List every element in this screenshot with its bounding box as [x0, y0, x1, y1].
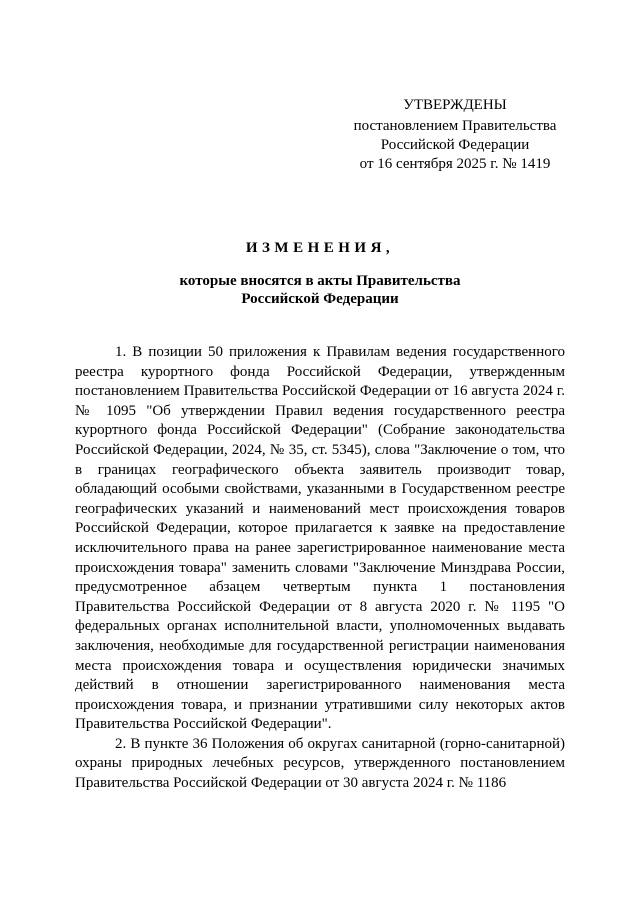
paragraph-1: 1. В позиции 50 приложения к Правилам ведения государственного реестра курортного фонда Российской Федерации, утвержденным постановлением Правительства Российской Федерации от 16 августа 2024 г. № 1095 "Об утверждении Правил ведения государственного реестра курортного фонда Российской Федерации" (Собрание законодательства Российской Федерации, 2024, № 35, ст. 5345), слова "Заключение о том, что в границах географического объекта заявитель производит товар, обладающий особыми свойствами, указанными в Государственном реестре географических указаний и наименований мест происхождения товаров Российской Федерации, которое прилагается к заявке на предоставление исключительного права на ранее зарегистрированное наименование места происхождения товара" заменить словами "Заключение Минздрава России, предусмотренное абзацем четвертым пункта 1 постановления Правительства Российской Федерации от 8 августа 2020 г. № 1195 "О федеральных органах исполнительной власти, уполномоченных выдавать заключения, необходимые для государственной регистрации наименования места происхождения товара и осуществления юридически значимых действий в отношении зарегистрированного наименования места происхождения товара, и признании утратившими силу некоторых актов Правительства Российской Федерации". [75, 344, 565, 733]
document-body [75, 343, 565, 794]
document-title: ИЗМЕНЕНИЯ, [245, 240, 395, 256]
approval-line-3: от 16 сентября 2025 г. № 1419 [359, 156, 551, 172]
approval-line-2: Российской Федерации [380, 137, 530, 153]
approval-stamp [330, 96, 580, 174]
approval-line-1: постановлением Правительства [353, 118, 557, 134]
subtitle-line-1: которые вносятся в акты Правительства [179, 273, 461, 289]
subtitle-line-2: Российской Федерации [241, 291, 399, 307]
approval-heading: УТВЕРЖДЕНЫ [403, 97, 507, 113]
document-subtitle [0, 272, 640, 308]
paragraph-2: 2. В пункте 36 Положения об округах санитарной (горно-санитарной) охраны природных лечебных ресурсов, утвержденного постановлением Правительства Российской Федерации от 30 августа 2024 г. № 1186 [75, 735, 565, 792]
